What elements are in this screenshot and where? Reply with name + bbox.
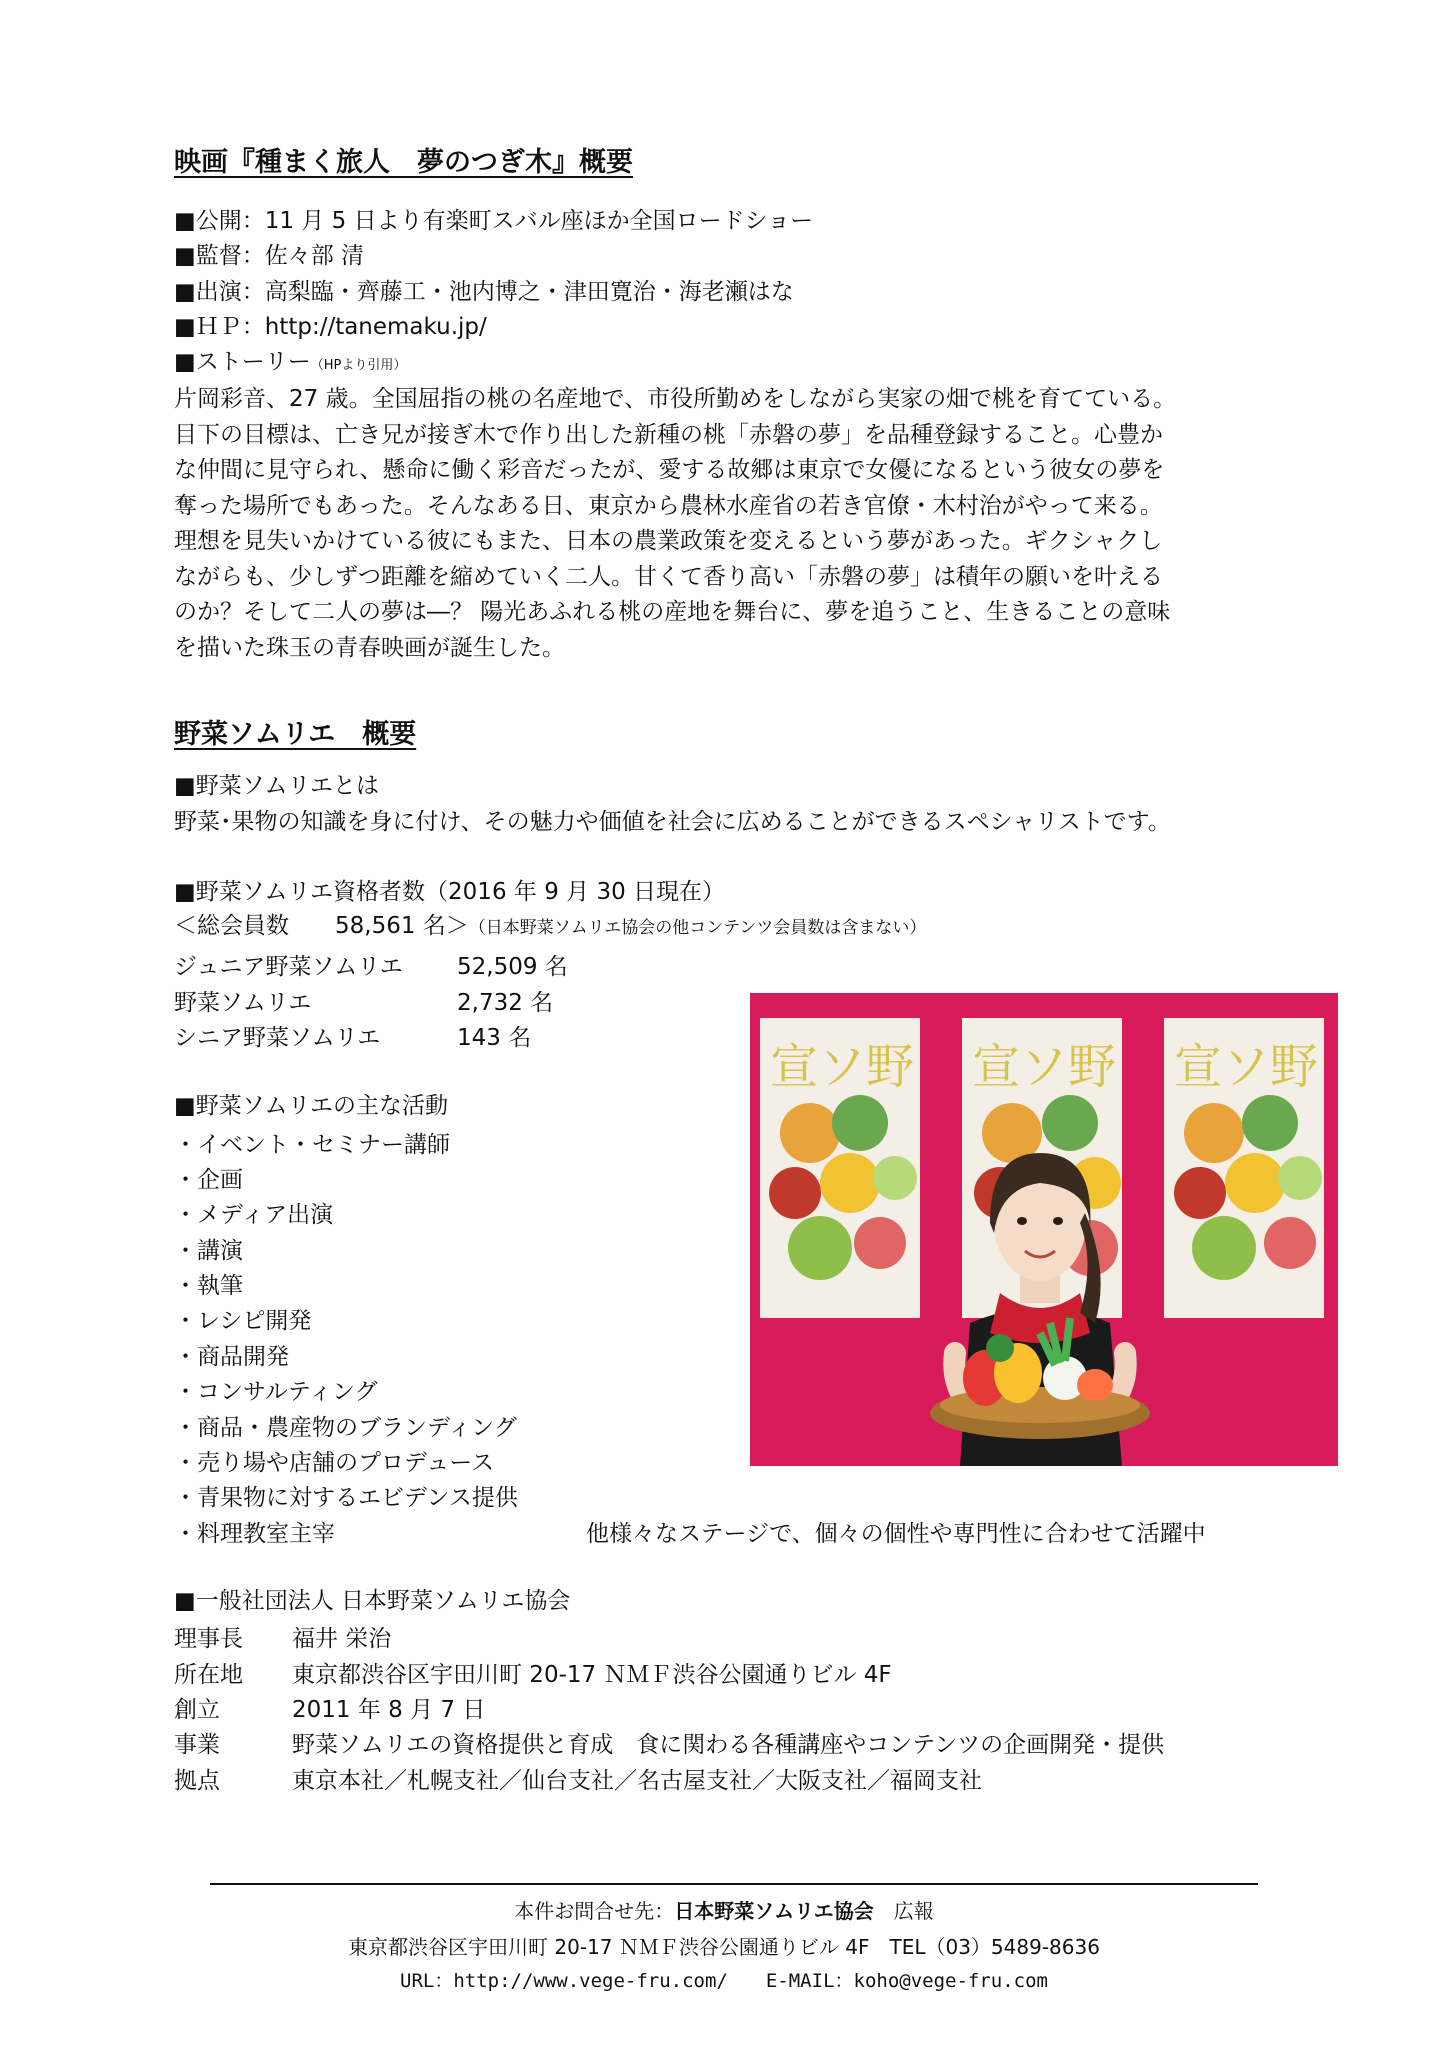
activity-item: ・商品開発 bbox=[174, 1344, 289, 1370]
association-row bbox=[174, 1762, 982, 1795]
association-row-value: 東京都渋谷区宇田川町 20-17 ＮＭＦ渋谷公園通りビル 4F bbox=[292, 1662, 892, 1688]
association-row-value: 2011 年 8 月 7 日 bbox=[292, 1697, 486, 1723]
story-line: な仲間に見守られ、懸命に働く彩音だったが、愛する故郷は東京で女優になるという彼女の夢を bbox=[174, 457, 1165, 483]
poster-title: 宣ソ野 bbox=[1174, 1039, 1319, 1095]
total-members: ＜総会員数 58,561 名＞ bbox=[174, 913, 469, 939]
promo-photo bbox=[750, 993, 1338, 1466]
association-row-label: 理事長 bbox=[174, 1626, 243, 1652]
sommelier-count-label: ■野菜ソムリエ資格者数（2016 年 9 月 30 日現在） bbox=[174, 879, 726, 905]
movie-heading: 映画『種まく旅人 夢のつぎ木』概要 bbox=[174, 147, 633, 178]
story-line: 奪った場所でもあった。そんなある日、東京から農林水産省の若き官僚・木村治がやって来る。 bbox=[174, 492, 1163, 519]
activity-item: ・メディア出演 bbox=[174, 1202, 334, 1228]
activity-item: ・コンサルティング bbox=[174, 1379, 378, 1405]
association-row bbox=[174, 1691, 485, 1724]
story-line: 理想を見失いかけている彼にもまた、日本の農業政策を変えるという夢があった。ギクシャクし bbox=[174, 528, 1163, 554]
story-line: 片岡彩音、27 歳。全国屈指の桃の名産地で、市役所勤めをしながら実家の畑で桃を育てている。 bbox=[174, 386, 1177, 412]
promo-photo-illustration bbox=[750, 993, 1338, 1466]
association-row-value: 野菜ソムリエの資格提供と育成 食に関わる各種講座やコンテンツの企画開発・提供 bbox=[292, 1732, 1165, 1758]
activity-item: ・売り場や店舗のプロデュース bbox=[174, 1450, 495, 1476]
footer-address: 東京都渋谷区宇田川町 20-17 ＮＭＦ渋谷公園通りビル 4F TEL（03）5489-8636 bbox=[348, 1935, 1100, 1959]
count-value: 2,732 名 bbox=[457, 990, 554, 1016]
story-label-text: ■ストーリー bbox=[174, 349, 311, 375]
sommelier-what-text: 野菜･果物の知識を身に付け、その魅力や価値を社会に広めることができるスペシャリストです。 bbox=[174, 809, 1171, 835]
sommelier-heading: 野菜ソムリエ 概要 bbox=[174, 719, 417, 750]
activity-item: ・青果物に対するエビデンス提供 bbox=[174, 1485, 518, 1511]
movie-release: ■公開：11 月 5 日より有楽町スバル座ほか全国ロードショー bbox=[174, 208, 814, 234]
association-row bbox=[174, 1656, 892, 1689]
association-row-value: 福井 栄治 bbox=[292, 1626, 392, 1652]
activity-item: ・料理教室主宰 bbox=[174, 1521, 335, 1547]
movie-story bbox=[174, 382, 1294, 666]
association-row-label: 拠点 bbox=[174, 1768, 220, 1794]
association-row-value: 東京本社／札幌支社／仙台支社／名古屋支社／大阪支社／福岡支社 bbox=[292, 1768, 982, 1794]
footer-divider bbox=[210, 1883, 1258, 1885]
association-row bbox=[174, 1726, 1164, 1759]
association-row bbox=[174, 1620, 391, 1653]
total-note: （日本野菜ソムリエ協会の他コンテンツ会員数は含まない） bbox=[468, 918, 927, 938]
story-line: 目下の目標は、亡き兄が接ぎ木で作り出した新種の桃「赤磐の夢」を品種登録すること。心豊か bbox=[174, 421, 1163, 448]
movie-director: ■監督：佐々部 清 bbox=[174, 243, 365, 269]
count-row bbox=[174, 1019, 531, 1052]
story-line: のか？そして二人の夢は―？ 陽光あふれる桃の産地を舞台に、夢を追うこと、生きることの意味 bbox=[174, 599, 1171, 625]
footer-url-email[interactable]: URL：http://www.vege-fru.com/ E-MAIL：koho@vege-fru.com bbox=[400, 1970, 1048, 1992]
association-row-label: 創立 bbox=[174, 1697, 220, 1723]
activity-item: ・レシピ開発 bbox=[174, 1308, 312, 1334]
count-label: ジュニア野菜ソムリエ bbox=[174, 954, 403, 980]
count-value: 143 名 bbox=[457, 1025, 532, 1051]
poster-title: 宣ソ野 bbox=[972, 1039, 1117, 1095]
association-label: ■一般社団法人 日本野菜ソムリエ協会 bbox=[174, 1588, 571, 1614]
movie-hp bbox=[174, 311, 487, 343]
activity-item: ・商品・農産物のブランディング bbox=[174, 1415, 517, 1441]
movie-story-label bbox=[174, 346, 406, 382]
sommelier-what-label: ■野菜ソムリエとは bbox=[174, 773, 380, 799]
association-row-label: 事業 bbox=[174, 1732, 220, 1758]
activity-item: ・講演 bbox=[174, 1238, 243, 1264]
count-label: シニア野菜ソムリエ bbox=[174, 1025, 381, 1051]
count-label: 野菜ソムリエ bbox=[174, 990, 312, 1016]
association-row-label: 所在地 bbox=[174, 1662, 243, 1688]
activity-item: ・執筆 bbox=[174, 1273, 243, 1299]
contact-dept: 広報 bbox=[873, 1899, 934, 1923]
movie-hp-text: ■ＨＰ：http://tanemaku.jp/ bbox=[174, 314, 487, 340]
count-row bbox=[174, 984, 553, 1017]
story-note: （HPより引用） bbox=[310, 358, 407, 373]
movie-cast: ■出演：高梨臨・齊藤工・池内博之・津田寛治・海老瀬はな bbox=[174, 279, 794, 305]
activities-label: ■野菜ソムリエの主な活動 bbox=[174, 1093, 449, 1119]
activities-note: 他様々なステージで、個々の個性や専門性に合わせて活躍中 bbox=[586, 1521, 1206, 1547]
contact-org: 日本野菜ソムリエ協会 bbox=[674, 1899, 874, 1923]
sommelier-total bbox=[174, 910, 926, 944]
story-line: を描いた珠玉の青春映画が誕生した。 bbox=[174, 634, 565, 661]
activity-item: ・企画 bbox=[174, 1167, 243, 1193]
poster-title: 宣ソ野 bbox=[770, 1039, 915, 1095]
story-line: ながらも、少しずつ距離を縮めていく二人。甘くて香り高い「赤磐の夢」は積年の願いを叶える bbox=[174, 563, 1163, 590]
contact-prefix: 本件お問合せ先： bbox=[514, 1899, 675, 1923]
count-row bbox=[174, 948, 568, 981]
count-value: 52,509 名 bbox=[457, 954, 568, 980]
footer-contact bbox=[0, 1895, 1448, 1924]
activity-item: ・イベント・セミナー講師 bbox=[174, 1132, 450, 1158]
